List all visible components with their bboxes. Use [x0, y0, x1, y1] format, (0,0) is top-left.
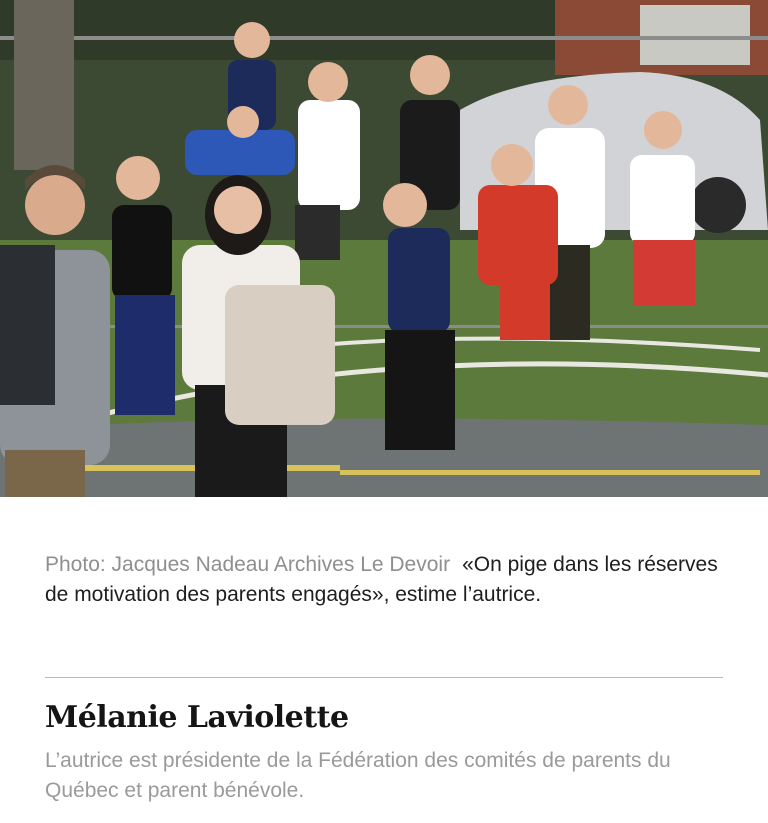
- photo-credit: Photo: Jacques Nadeau Archives Le Devoir: [45, 553, 451, 576]
- caption-text: «On pige dans les réserves de motivation des parents engagés», estime l’autrice.: [45, 553, 718, 606]
- author-name: Mélanie Laviolette: [45, 700, 349, 735]
- photo-caption: [45, 550, 735, 610]
- section-divider: [45, 677, 723, 678]
- author-bio: L’autrice est présidente de la Fédération des comités de parents du Québec et parent bénévole.: [45, 749, 671, 802]
